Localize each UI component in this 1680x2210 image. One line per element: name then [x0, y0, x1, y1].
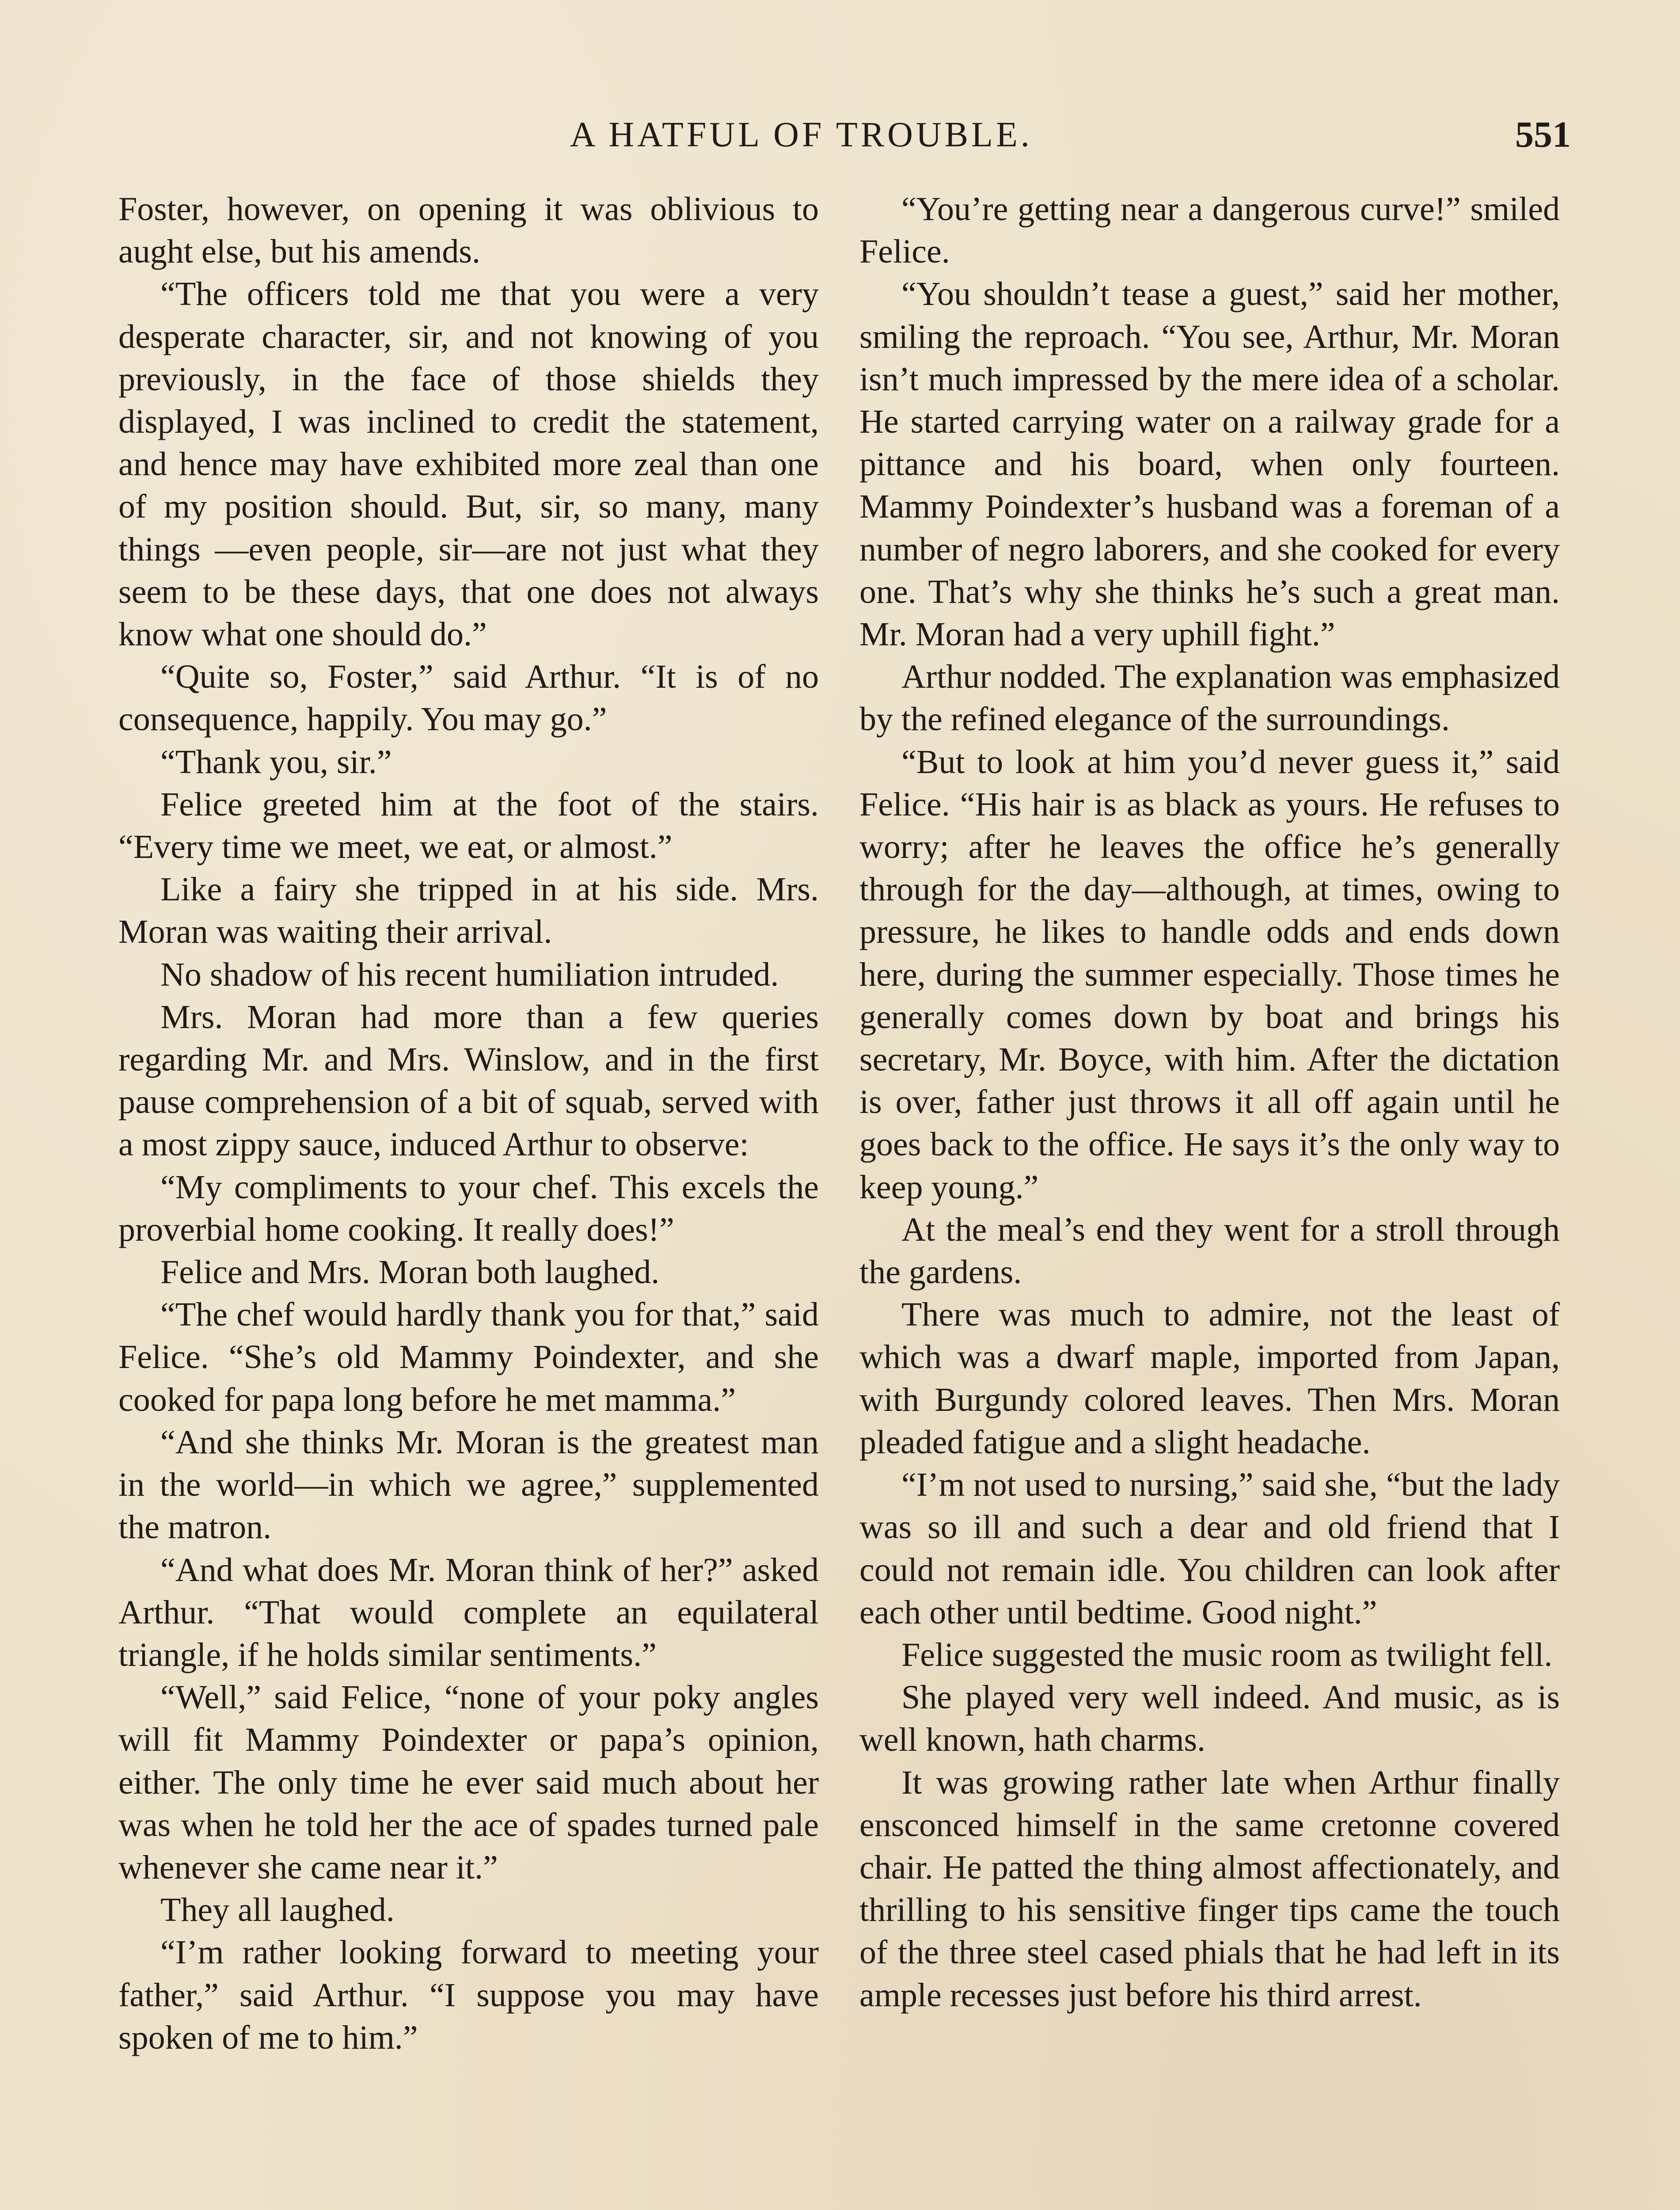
paragraph: It was growing rather late when Arthur finally ensconced himself in the same cretonne covered chair. He patted the thing almost affectionately, and thrilling to his sensitive finger tips came the touch of the three steel cased phials that he had left in its ample recesses just before his third arrest.	[859, 1764, 1560, 2014]
paragraph: No shadow of his recent humiliation intruded.	[160, 956, 779, 993]
paragraph: “The officers told me that you were a very desperate character, sir, and not knowing of you previously, in the face of those shields they displayed, I was inclined to credit the statement, and hence may have exhibited more zeal than one of my position should. But, sir, so many, many things —even people, sir—are not just what they seem to be these days, that one does not always know what one should do.”	[118, 275, 819, 653]
paragraph: “But to look at him you’d never guess it,” said Felice. “His hair is as black as yours. He refuses to worry; after he leaves the office he’s generally through for the day—although, at times, owing to pressure, he likes to handle odds and ends down here, during the summer especially. Those times he generally comes down by boat and brings his secretary, Mr. Boyce, with him. After the dictation is over, father just throws it all off again until he goes back to the office. He says it’s the only way to keep young.”	[859, 743, 1560, 1206]
paragraph: At the meal’s end they went for a stroll through the gardens.	[859, 1211, 1560, 1291]
paragraph: “The chef would hardly thank you for that,” said Felice. “She’s old Mammy Poindexter, and she cooked for papa long before he met mamma.”	[118, 1296, 819, 1418]
paragraph: “You’re getting near a dangerous curve!” smiled Felice.	[859, 191, 1560, 271]
running-title: A HATFUL OF TROUBLE.	[570, 115, 1033, 154]
paragraph: She played very well indeed. And music, as is well known, hath charms.	[859, 1679, 1560, 1759]
paragraph: “Thank you, sir.”	[160, 743, 392, 781]
paragraph: Felice and Mrs. Moran both laughed.	[160, 1254, 660, 1291]
paragraph: Arthur nodded. The explanation was emphasized by the refined elegance of the surroundings.	[859, 658, 1560, 738]
paragraph: “Quite so, Foster,” said Arthur. “It is of no consequence, happily. You may go.”	[118, 658, 819, 738]
paragraph: “And what does Mr. Moran think of her?” asked Arthur. “That would complete an equilateral triangle, if he holds similar sentiments.”	[118, 1551, 819, 1673]
paragraph: “I’m not used to nursing,” said she, “but the lady was so ill and such a dear and old friend that I could not remain idle. You children can look after each other until bedtime. Good night.”	[859, 1466, 1560, 1631]
paragraph: “You shouldn’t tease a guest,” said her mother, smiling the reproach. “You see, Arthur, Mr. Moran isn’t much impressed by the mere idea of a scholar. He started carrying water on a railway grade for a pittance and his board, when only fourteen. Mammy Poindexter’s husband was a foreman of a number of negro laborers, and she cooked for every one. That’s why she thinks he’s such a great man. Mr. Moran had a very uphill fight.”	[859, 275, 1560, 653]
paragraph: There was much to admire, not the least of which was a dwarf maple, imported from Japan, with Burgundy colored leaves. Then Mrs. Moran pleaded fatigue and a slight headache.	[859, 1296, 1560, 1461]
paragraph: “I’m rather looking forward to meeting your father,” said Arthur. “I suppose you may have spoken of me to him.”	[118, 1934, 819, 2056]
paragraph: “And she thinks Mr. Moran is the greatest man in the world—in which we agree,” supplemented the matron.	[118, 1423, 819, 1546]
paragraph: Felice suggested the music room as twilight fell.	[901, 1636, 1553, 1673]
paragraph: Like a fairy she tripped in at his side. Mrs. Moran was waiting their arrival.	[118, 871, 819, 951]
page-number: 551	[1515, 114, 1571, 155]
paragraph: They all laughed.	[160, 1891, 395, 1929]
paragraph: “My compliments to your chef. This excels the proverbial home cooking. It really does!”	[118, 1168, 819, 1248]
paragraph: Foster, however, on opening it was oblivious to aught else, but his amends.	[118, 191, 819, 271]
left-text-column	[118, 188, 819, 2059]
paragraph: “Well,” said Felice, “none of your poky angles will fit Mammy Poindexter or papa’s opinion, either. The only time he ever said much about her was when he told her the ace of spades turned pale whenever she came near it.”	[118, 1679, 819, 1886]
paragraph: Felice greeted him at the foot of the stairs. “Every time we meet, we eat, or almost.”	[118, 785, 819, 866]
paragraph: Mrs. Moran had more than a few queries regarding Mr. and Mrs. Winslow, and in the first pause comprehension of a bit of squab, served with a most zippy sauce, induced Arthur to observe:	[118, 998, 819, 1163]
right-text-column	[859, 188, 1560, 2016]
